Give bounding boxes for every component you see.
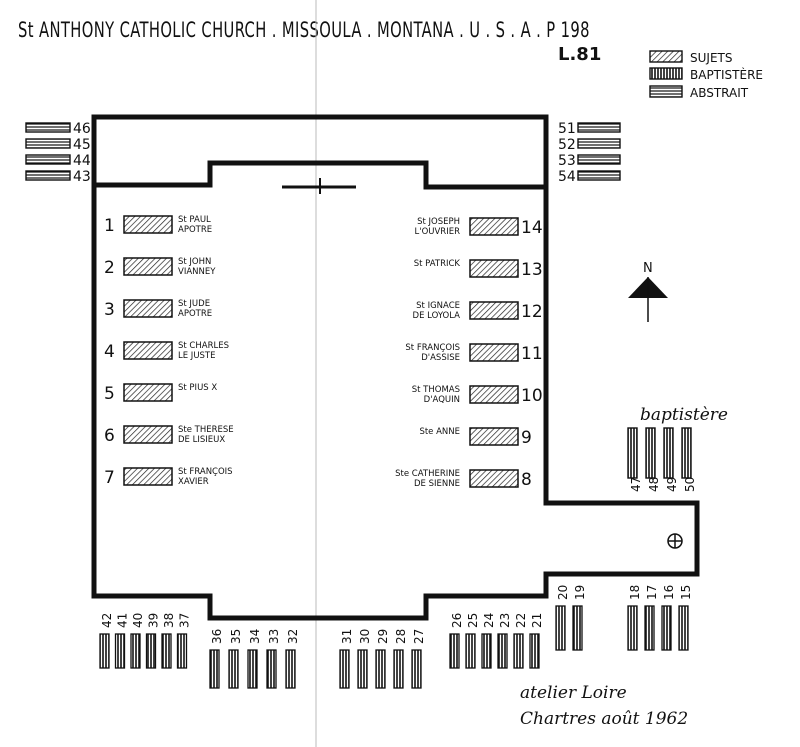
- window-45: [26, 139, 70, 148]
- window-name-10: St THOMAS: [411, 385, 460, 395]
- window-name2-12: DE LOYOLA: [412, 311, 460, 321]
- window-8: [470, 470, 518, 487]
- legend-label-abstrait: ABSTRAIT: [690, 86, 749, 100]
- window-50: [682, 428, 691, 478]
- window-number-35: 35: [229, 628, 243, 644]
- window-name2-11: D'ASSISE: [421, 353, 460, 363]
- window-33: [267, 650, 276, 688]
- window-number-34: 34: [248, 628, 262, 644]
- window-43: [26, 171, 70, 180]
- window-number-43: 43: [73, 169, 91, 185]
- window-11: [470, 344, 518, 361]
- window-21: [530, 634, 539, 668]
- window-name-6: Ste THERESE: [178, 425, 234, 435]
- window-number-48: 48: [647, 476, 661, 492]
- window-4: [124, 342, 172, 359]
- window-49: [664, 428, 673, 478]
- window-name-8: Ste CATHERINE: [395, 469, 460, 479]
- window-41: [116, 634, 125, 668]
- window-layer: [26, 121, 697, 688]
- window-number-51: 51: [558, 121, 576, 137]
- window-number-37: 37: [177, 612, 192, 628]
- window-number-33: 33: [267, 628, 281, 644]
- window-number-46: 46: [73, 121, 91, 137]
- window-22: [514, 634, 523, 668]
- window-name-3: St JUDE: [178, 299, 211, 309]
- window-name2-4: LE JUSTE: [178, 351, 216, 361]
- window-number-9: 9: [521, 428, 532, 448]
- window-number-30: 30: [358, 628, 372, 644]
- window-name-5: St PIUS X: [178, 383, 218, 393]
- window-number-8: 8: [521, 470, 532, 490]
- window-number-54: 54: [558, 169, 576, 185]
- plan-title: St ANTHONY CATHOLIC CHURCH . MISSOULA . MONTANA . U . S . A . P 198: [18, 18, 590, 42]
- window-number-1: 1: [104, 216, 115, 236]
- plan-reference: L.81: [558, 44, 602, 65]
- window-name-7: St FRANÇOIS: [178, 467, 233, 477]
- window-name2-1: APOTRE: [178, 225, 213, 235]
- window-name-13: St PATRICK: [413, 259, 460, 269]
- window-10: [470, 386, 518, 403]
- window-number-4: 4: [104, 342, 115, 362]
- window-number-29: 29: [376, 628, 390, 644]
- window-5: [124, 384, 172, 401]
- window-28: [394, 650, 403, 688]
- window-number-41: 41: [115, 612, 130, 628]
- window-number-17: 17: [645, 584, 659, 600]
- window-number-20: 20: [556, 584, 570, 600]
- window-6: [124, 426, 172, 443]
- window-44: [26, 155, 70, 164]
- baptismal-font-icon: [668, 534, 682, 548]
- window-27: [412, 650, 421, 688]
- window-37: [178, 634, 187, 668]
- window-35: [229, 650, 238, 688]
- window-number-2: 2: [104, 258, 115, 278]
- window-number-12: 12: [521, 302, 543, 322]
- window-number-47: 47: [629, 476, 643, 492]
- window-number-40: 40: [131, 612, 145, 628]
- window-12: [470, 302, 518, 319]
- window-name2-8: DE SIENNE: [414, 479, 460, 489]
- window-number-50: 50: [683, 476, 697, 492]
- legend-label-sujets: SUJETS: [690, 51, 733, 65]
- window-number-38: 38: [162, 612, 176, 628]
- window-number-53: 53: [558, 153, 576, 169]
- window-34: [248, 650, 257, 688]
- legend-swatch-baptistere: [650, 68, 682, 79]
- window-number-6: 6: [104, 426, 115, 446]
- window-number-19: 19: [573, 584, 587, 600]
- window-18: [628, 606, 637, 650]
- window-name-12: St IGNACE: [416, 301, 460, 311]
- window-30: [358, 650, 367, 688]
- window-25: [466, 634, 475, 668]
- window-name-2: St JOHN: [178, 257, 212, 267]
- window-name2-6: DE LISIEUX: [178, 435, 226, 445]
- window-number-22: 22: [514, 612, 528, 628]
- window-name2-3: APOTRE: [178, 309, 213, 319]
- window-name2-14: L'OUVRIER: [414, 227, 460, 237]
- window-54: [578, 171, 620, 180]
- window-number-44: 44: [73, 153, 91, 169]
- legend-label-baptistere: BAPTISTÈRE: [690, 68, 763, 82]
- window-20: [556, 606, 565, 650]
- window-number-14: 14: [521, 218, 543, 238]
- window-26: [450, 634, 459, 668]
- window-46: [26, 123, 70, 132]
- window-number-42: 42: [100, 612, 114, 628]
- legend: [650, 51, 763, 100]
- window-42: [100, 634, 109, 668]
- window-name-11: St FRANÇOIS: [405, 343, 460, 353]
- window-17: [645, 606, 654, 650]
- window-number-49: 49: [665, 476, 679, 492]
- window-1: [124, 216, 172, 233]
- window-number-26: 26: [450, 612, 464, 628]
- window-38: [162, 634, 171, 668]
- window-23: [498, 634, 507, 668]
- window-number-13: 13: [521, 260, 543, 280]
- window-19: [573, 606, 582, 650]
- signature-line-2: Chartres août 1962: [520, 709, 689, 729]
- window-number-23: 23: [498, 612, 512, 628]
- window-36: [210, 650, 219, 688]
- window-number-39: 39: [146, 612, 161, 628]
- window-number-7: 7: [104, 468, 115, 488]
- window-number-16: 16: [662, 584, 676, 600]
- window-13: [470, 260, 518, 277]
- window-number-28: 28: [394, 628, 408, 644]
- window-number-10: 10: [521, 386, 543, 406]
- window-name-4: St CHARLES: [178, 341, 229, 351]
- window-53: [578, 155, 620, 164]
- window-name-14: St JOSEPH: [417, 217, 460, 227]
- window-14: [470, 218, 518, 235]
- window-9: [470, 428, 518, 445]
- window-7: [124, 468, 172, 485]
- window-number-3: 3: [104, 300, 115, 320]
- window-31: [340, 650, 349, 688]
- window-51: [578, 123, 620, 132]
- window-40: [131, 634, 140, 668]
- baptistery-label: baptistère: [640, 405, 728, 425]
- window-2: [124, 258, 172, 275]
- window-16: [662, 606, 671, 650]
- window-number-15: 15: [679, 584, 693, 600]
- north-arrow-icon: [628, 261, 668, 322]
- window-47: [628, 428, 637, 478]
- window-name2-10: D'AQUIN: [423, 395, 460, 405]
- window-name2-7: XAVIER: [178, 477, 209, 487]
- window-15: [679, 606, 688, 650]
- window-number-18: 18: [628, 584, 642, 600]
- window-number-31: 31: [340, 628, 354, 644]
- window-number-32: 32: [286, 628, 300, 644]
- window-name-1: St PAUL: [178, 215, 211, 225]
- window-number-5: 5: [104, 384, 115, 404]
- signature-line-1: atelier Loire: [520, 683, 627, 703]
- window-48: [646, 428, 655, 478]
- window-name-9: Ste ANNE: [419, 427, 460, 437]
- window-24: [482, 634, 491, 668]
- window-number-25: 25: [466, 612, 480, 628]
- legend-swatch-abstrait: [650, 86, 682, 97]
- window-32: [286, 650, 295, 688]
- window-number-24: 24: [482, 612, 496, 628]
- window-number-52: 52: [558, 137, 576, 153]
- window-number-11: 11: [521, 344, 543, 364]
- window-52: [578, 139, 620, 148]
- window-name2-2: VIANNEY: [178, 267, 216, 277]
- window-3: [124, 300, 172, 317]
- window-29: [376, 650, 385, 688]
- window-number-36: 36: [210, 628, 224, 644]
- window-number-21: 21: [530, 612, 544, 628]
- compass-label: N: [643, 261, 653, 276]
- church-outline: [94, 117, 697, 618]
- legend-swatch-sujets: [650, 51, 682, 62]
- window-number-45: 45: [73, 137, 91, 153]
- window-39: [147, 634, 156, 668]
- window-number-27: 27: [412, 628, 426, 644]
